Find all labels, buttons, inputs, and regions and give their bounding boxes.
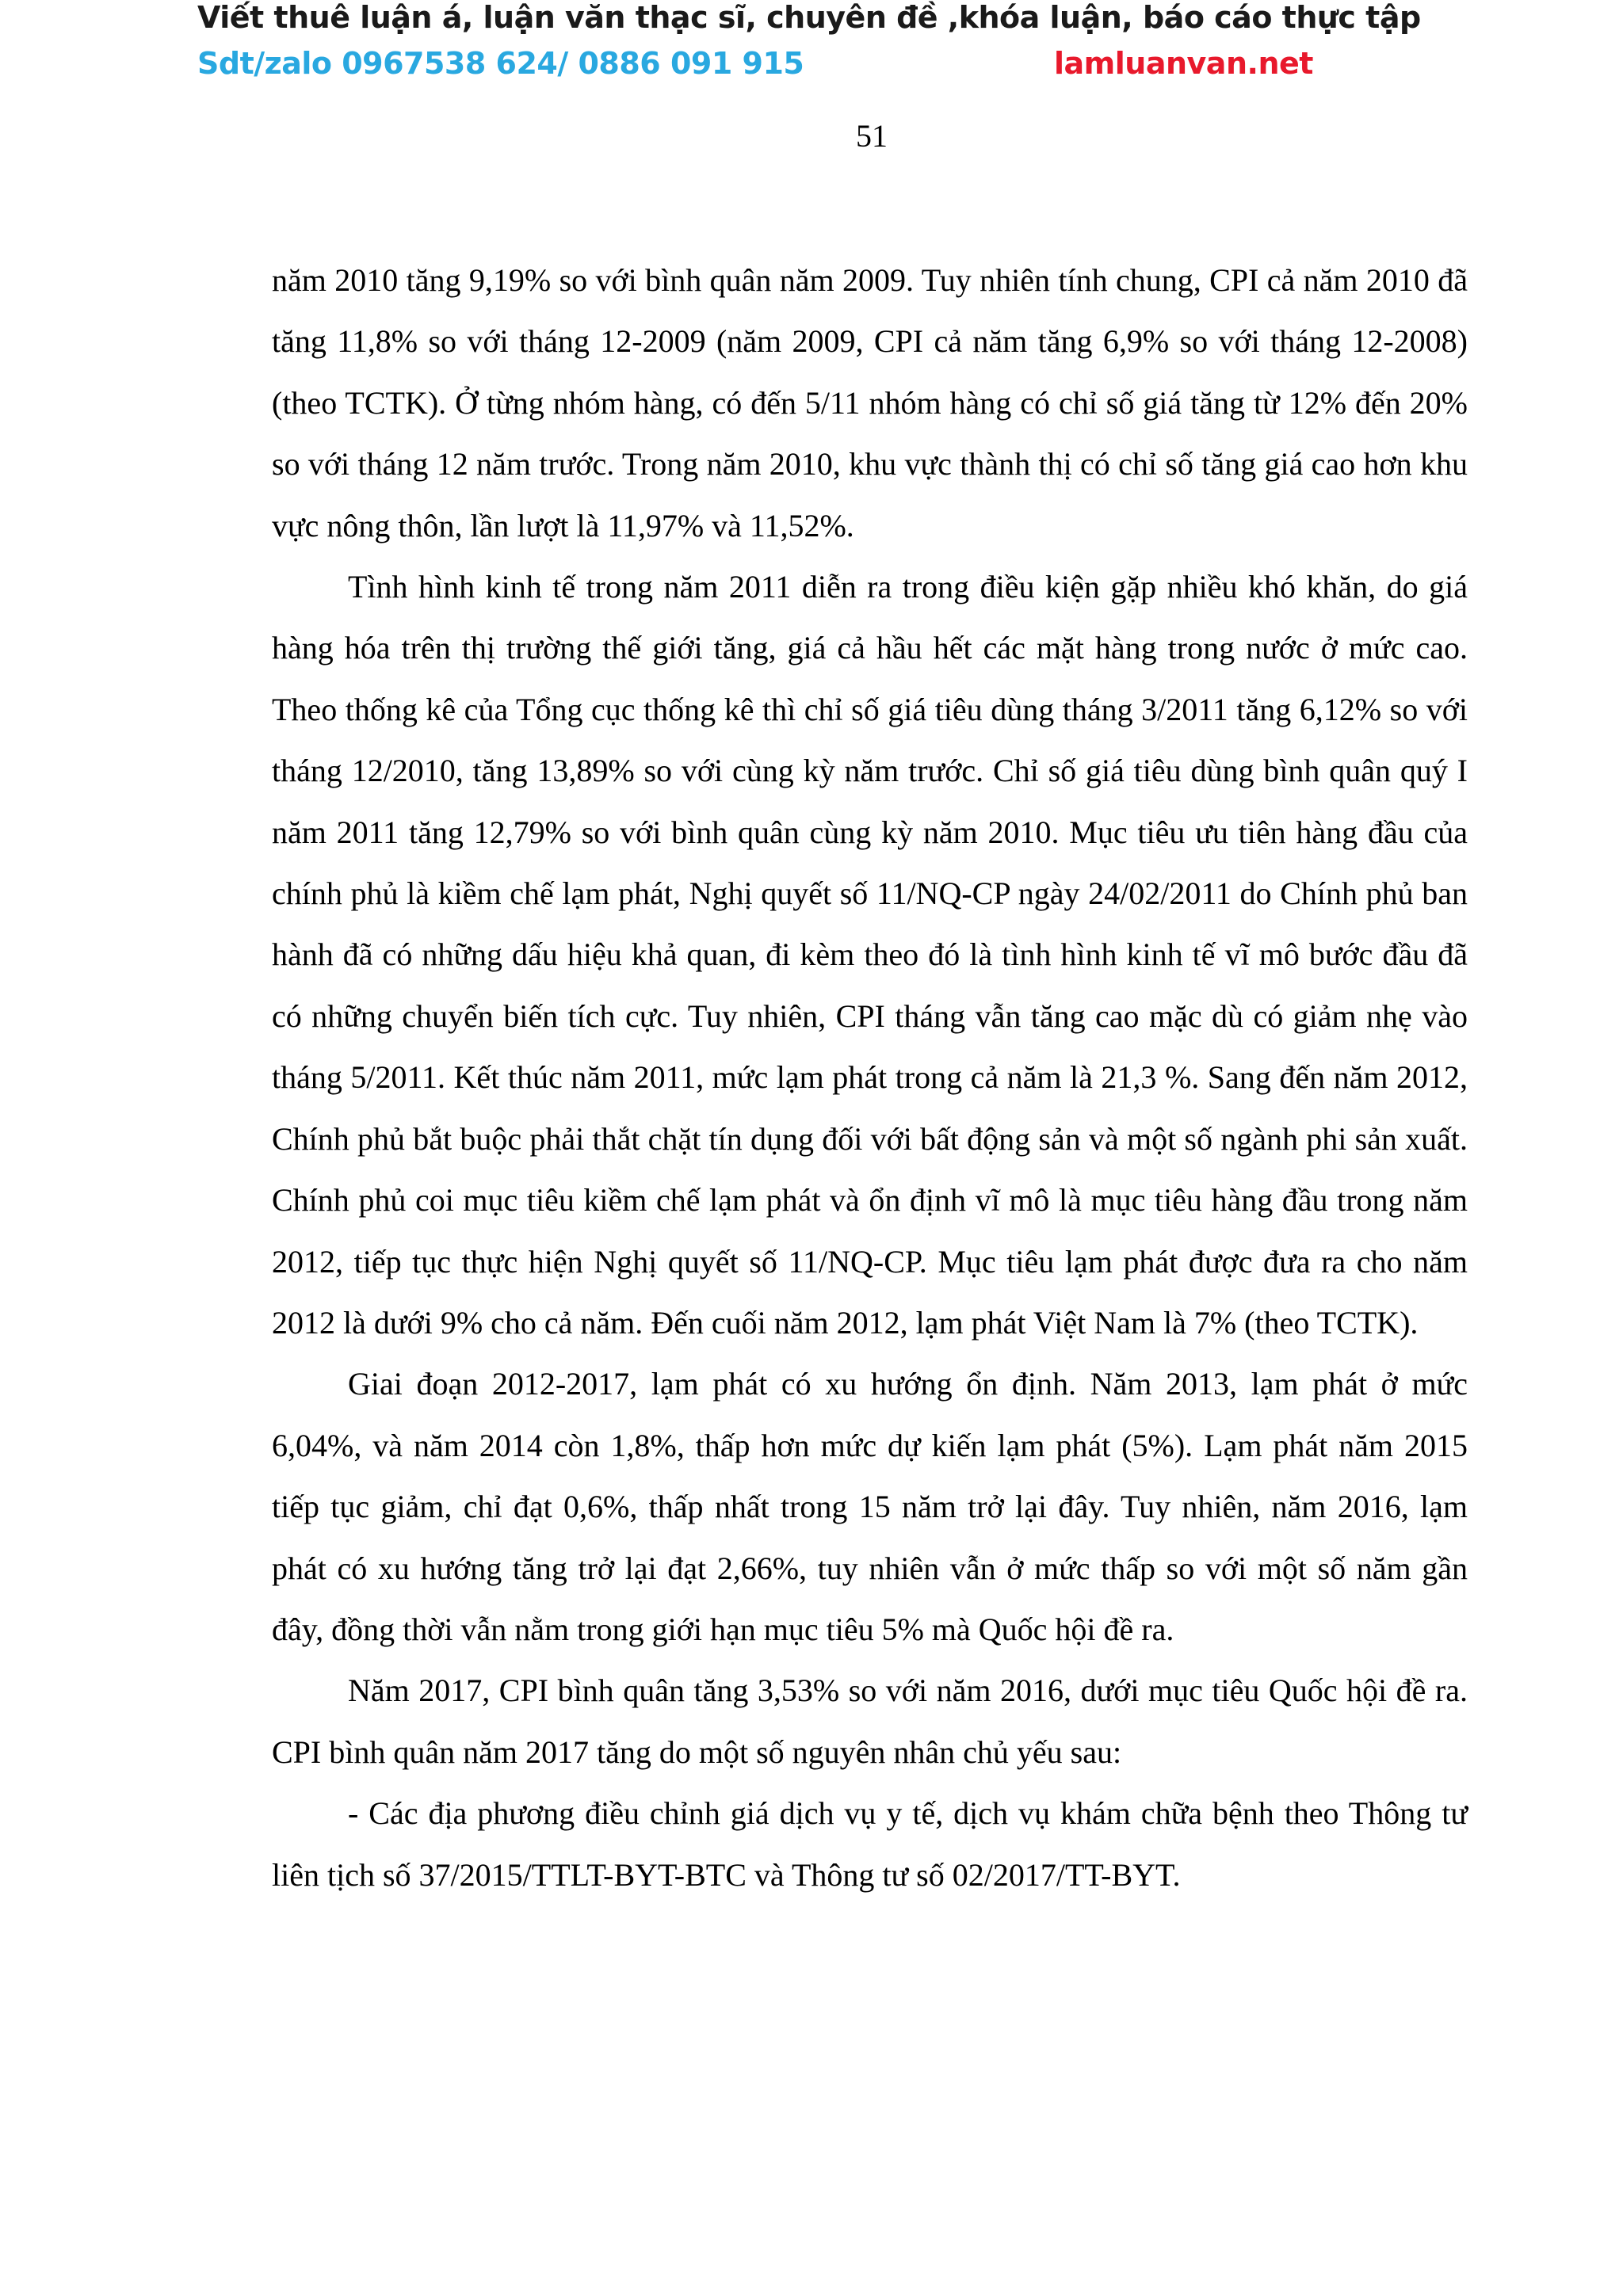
paragraph-4: Năm 2017, CPI bình quân tăng 3,53% so với năm 2016, dưới mục tiêu Quốc hội đề ra. CPI bình quân năm 2017 tăng do một số nguyên nhân chủ yếu sau: [272,1672,1468,1770]
paragraph-3: Giai đoạn 2012-2017, lạm phát có xu hướng ổn định. Năm 2013, lạm phát ở mức 6,04%, và năm 2014 còn 1,8%, thấp hơn mức dự kiến lạm phát (5%). Lạm phát năm 2015 tiếp tục giảm, chỉ đạt 0,6%, thấp nhất trong 15 năm trở lại đây. Tuy nhiên, năm 2016, lạm phát có xu hướng tăng trở lại đạt 2,66%, tuy nhiên vẫn ở mức thấp so với một số năm gần đây, đồng thời vẫn nằm trong giới hạn mục tiêu 5% mà Quốc hội đề ra. [272,1366,1468,1647]
paragraph-5: - Các địa phương điều chỉnh giá dịch vụ y tế, dịch vụ khám chữa bệnh theo Thông tư liên tịch số 37/2015/TTLT-BYT-BTC và Thông tư số 02/2017/TT-BYT. [272,1795,1468,1893]
page-number: 51 [856,118,888,154]
header-title: Viết thuê luận á, luận văn thạc sĩ, chuyên đề ,khóa luận, báo cáo thực tập [197,0,1421,35]
paragraph-1: năm 2010 tăng 9,19% so với bình quân năm 2009. Tuy nhiên tính chung, CPI cả năm 2010 đã tăng 11,8% so với tháng 12-2009 (năm 2009, CPI cả năm tăng 6,9% so với tháng 12-2008) (theo TCTK). Ở từng nhóm hàng, có đến 5/11 nhóm hàng có chỉ số giá tăng từ 12% đến 20% so với tháng 12 năm trước. Trong năm 2010, khu vực thành thị có chỉ số tăng giá cao hơn khu vực nông thôn, lần lượt là 11,97% và 11,52%. [272,262,1468,543]
header-contact: Sdt/zalo 0967538 624/ 0886 091 915 [197,46,804,81]
header-website: lamluanvan.net [1054,46,1313,81]
paragraph-2: Tình hình kinh tế trong năm 2011 diễn ra trong điều kiện gặp nhiều khó khăn, do giá hàng hóa trên thị trường thế giới tăng, giá cả hầu hết các mặt hàng trong nước ở mức cao. Theo thống kê của Tổng cục thống kê thì chỉ số giá tiêu dùng tháng 3/2011 tăng 6,12% so với tháng 12/2010, tăng 13,89% so với cùng kỳ năm trước. Chỉ số giá tiêu dùng bình quân quý I năm 2011 tăng 12,79% so với bình quân cùng kỳ năm 2010. Mục tiêu ưu tiên hàng đầu của chính phủ là kiềm chế lạm phát, Nghị quyết số 11/NQ-CP ngày 24/02/2011 do Chính phủ ban hành đã có những dấu hiệu khả quan, đi kèm theo đó là tình hình kinh tế vĩ mô bước đầu đã có những chuyển biến tích cực. Tuy nhiên, CPI tháng vẫn tăng cao mặc dù có giảm nhẹ vào tháng 5/2011. Kết thúc năm 2011, mức lạm phát trong cả năm là 21,3 %. Sang đến năm 2012, Chính phủ bắt buộc phải thắt chặt tín dụng đối với bất động sản và một số ngành phi sản xuất. Chính phủ coi mục tiêu kiềm chế lạm phát và ổn định vĩ mô là mục tiêu hàng đầu trong năm 2012, tiếp tục thực hiện Nghị quyết số 11/NQ-CP. Mục tiêu lạm phát được đưa ra cho năm 2012 là dưới 9% cho cả năm. Đến cuối năm 2012, lạm phát Việt Nam là 7% (theo TCTK). [272,569,1468,1341]
body-text [272,250,1468,1905]
